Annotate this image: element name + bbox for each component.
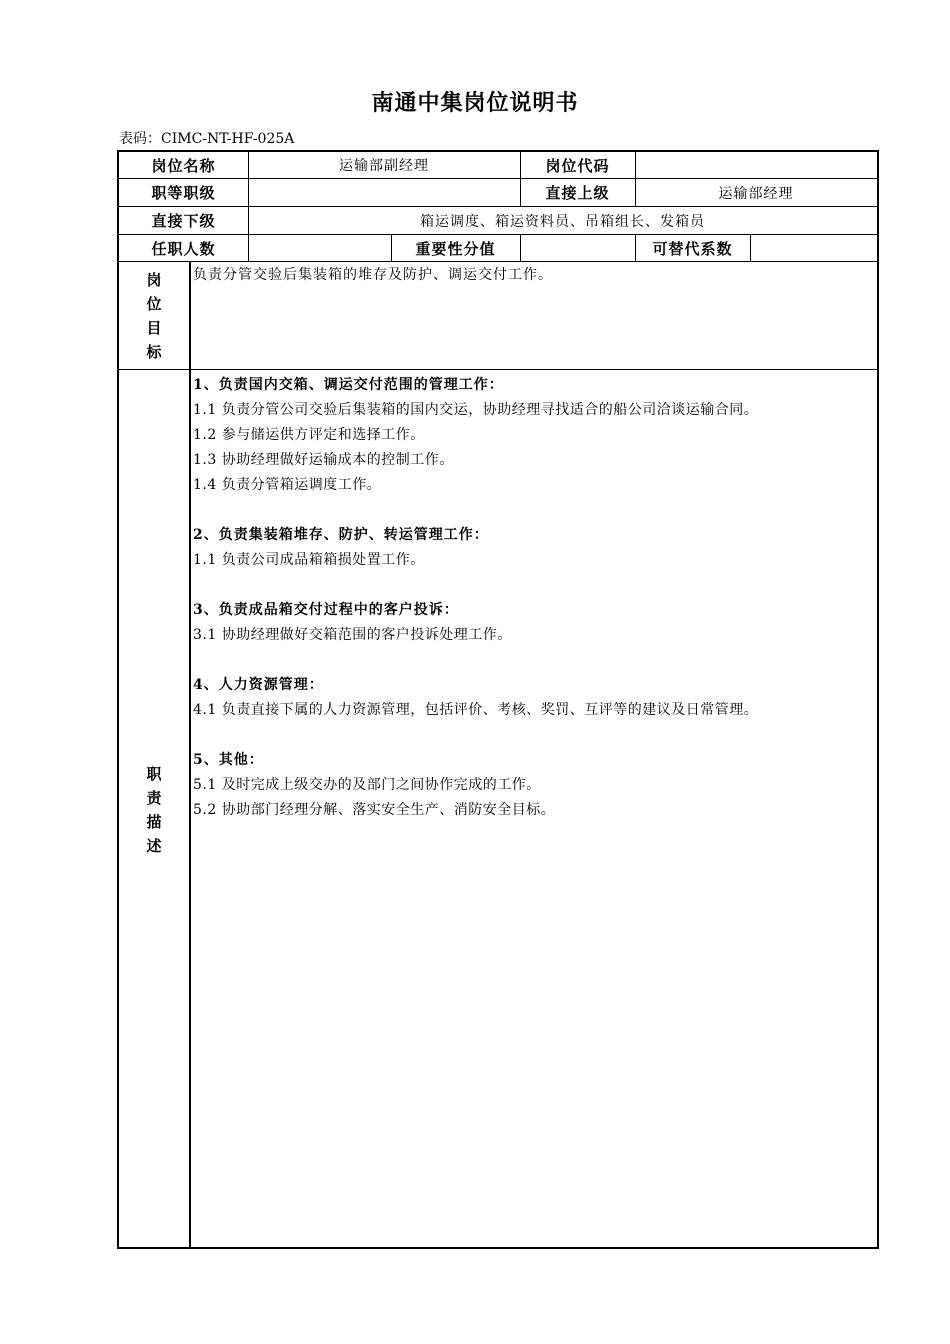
- document-title: 南通中集岗位说明书: [371, 90, 579, 116]
- objective-text: 负责分管交验后集装箱的堆存及防护、调运交付工作。: [193, 267, 553, 283]
- substitute-value: [750, 235, 877, 261]
- duties-label-char: 责: [146, 788, 162, 807]
- duty-item: 4.1 负责直接下属的人力资源管理，包括评价、考核、奖罚、互评等的建议及日常管理。: [193, 702, 759, 718]
- position-name-label: 岗位名称: [151, 156, 216, 175]
- objective-label-char: 位: [146, 294, 162, 313]
- duties-label-char: 述: [146, 836, 162, 855]
- objective-label-char: 岗: [146, 270, 162, 289]
- row-divider: [119, 369, 877, 370]
- section-spacer: [193, 498, 758, 523]
- duty-section-heading: 2、负责集装箱堆存、防护、转运管理工作：: [193, 527, 489, 543]
- duty-item: 5.1 及时完成上级交办的及部门之间协作完成的工作。: [193, 777, 541, 793]
- substitute-label: 可替代系数: [652, 239, 733, 258]
- row-divider: [119, 261, 877, 262]
- subordinates-value: 箱运调度、箱运资料员、吊箱组长、发箱员: [420, 213, 705, 230]
- duty-item: 5.2 协助部门经理分解、落实安全生产、消防安全目标。: [193, 802, 556, 818]
- duty-item: 1.1 负责公司成品箱箱损处置工作。: [193, 552, 425, 568]
- headcount-value: [248, 235, 391, 261]
- grade-label: 职等职级: [151, 184, 216, 202]
- section-spacer: [193, 723, 758, 748]
- duty-section-heading: 1、负责国内交箱、调运交付范围的管理工作：: [193, 377, 504, 393]
- duties-label: [119, 370, 189, 1249]
- headcount-label: 任职人数: [151, 239, 216, 258]
- supervisor-label: 直接上级: [545, 184, 610, 202]
- supervisor-value: 运输部经理: [718, 185, 794, 202]
- duties-label-char: 职: [146, 764, 162, 783]
- importance-value: [520, 235, 635, 261]
- objective-label-char: 标: [146, 342, 162, 361]
- position-name-value: 运输部副经理: [339, 158, 429, 174]
- duties-label-char: 描: [146, 812, 162, 831]
- duty-item: 1.4 负责分管箱运调度工作。: [193, 477, 382, 493]
- section-spacer: [193, 648, 758, 673]
- position-code-value: [635, 152, 877, 178]
- subordinates-label: 直接下级: [151, 212, 216, 230]
- form-code: 表码：CIMC-NT-HF-025A: [119, 131, 295, 147]
- objective-label-char: 目: [146, 318, 162, 337]
- grade-value: [248, 179, 520, 206]
- label-column-divider: [189, 261, 191, 1249]
- section-spacer: [193, 573, 758, 598]
- duty-item: 1.2 参与储运供方评定和选择工作。: [193, 427, 425, 443]
- position-code-label: 岗位代码: [545, 156, 610, 175]
- job-description-table: [117, 150, 879, 1249]
- duty-section-heading: 4、人力资源管理：: [193, 677, 324, 693]
- duty-item: 3.1 协助经理做好交箱范围的客户投诉处理工作。: [193, 627, 512, 643]
- objective-label: [119, 262, 189, 369]
- duties-content: [193, 373, 758, 823]
- importance-label: 重要性分值: [415, 239, 496, 258]
- duty-section-heading: 5、其他：: [193, 752, 264, 768]
- duty-section-heading: 3、负责成品箱交付过程中的客户投诉：: [193, 602, 459, 618]
- duty-item: 1.1 负责分管公司交验后集装箱的国内交运，协助经理寻找适合的船公司洽谈运输合同。: [193, 402, 759, 418]
- duty-item: 1.3 协助经理做好运输成本的控制工作。: [193, 452, 454, 468]
